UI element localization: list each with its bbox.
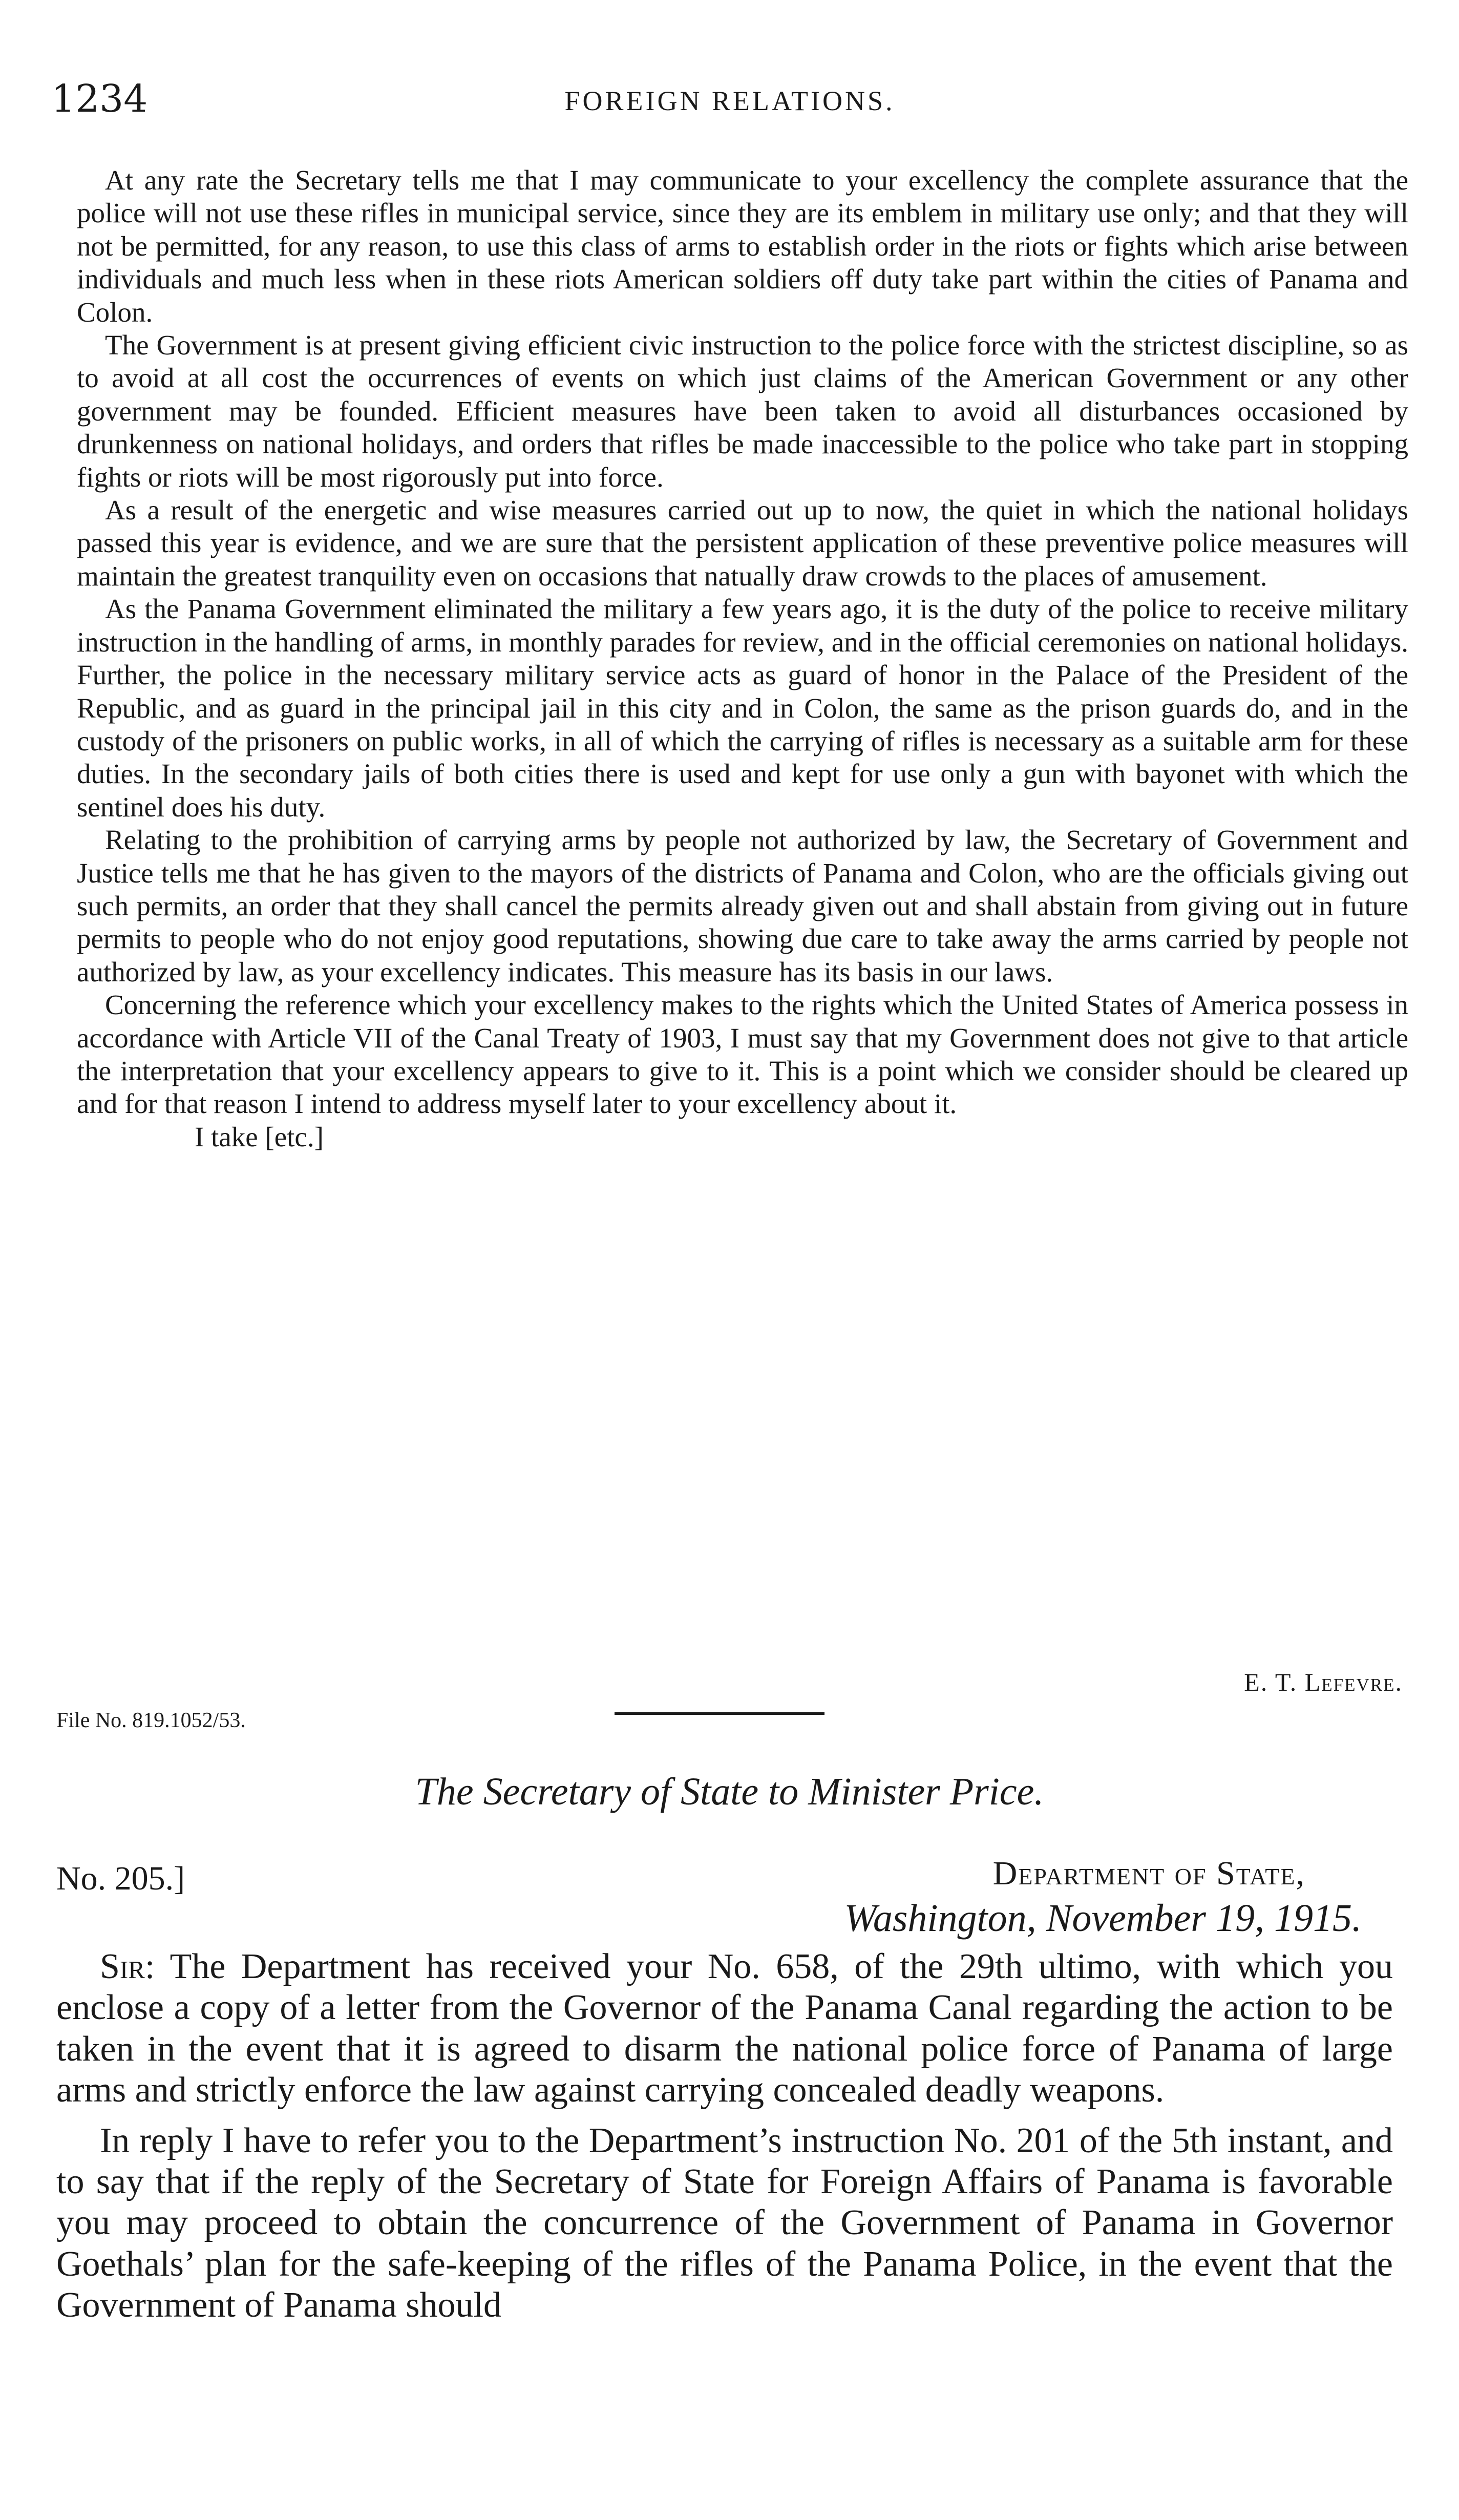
- running-head: FOREIGN RELATIONS.: [564, 86, 895, 116]
- paragraph-in-reply: In reply I have to refer you to the Department’s instruction No. 201 of the 5th instant, and to say that if the reply of the Secretary of State for Foreign Affairs of Panama is favorable you may proceed to obtain the concurrence of the Government of Panama in Governor Goethals’ plan for the safe-keeping of the rifles of the Panama Police, in the event that the Government of Panama should: [56, 2120, 1393, 2325]
- page-number: 1234: [51, 77, 148, 121]
- section-divider: [615, 1712, 824, 1715]
- place-and-date: Washington, November 19, 1915.: [844, 1897, 1362, 1940]
- paragraph-rifles-assurance: At any rate the Secretary tells me that I may communicate to your excellency the complete assurance that the police will not use these rifles in municipal service, since they are its emblem in military use only; and that they will not be permitted, for any reason, to use this class of arms to establish order in the riots or fights which arise between individuals and much less when in these riots American soldiers off duty take part within the cities of Panama and Colon.: [77, 164, 1408, 328]
- department-name: Department of State,: [992, 1855, 1305, 1892]
- document-heading: The Secretary of State to Minister Price.: [415, 1770, 1044, 1813]
- page-header: [51, 77, 1408, 133]
- instruction-body: [56, 1946, 1393, 2326]
- salutation: Sir:: [100, 1947, 155, 1986]
- paragraph-canal-treaty: Concerning the reference which your excellency makes to the rights which the United States of America possess in accordance with Article VII of the Canal Treaty of 1903, I must say that my Government does not give to that article the interpretation that your excellency appears to give to it. This is a point which we consider should be cleared up and for that reason I intend to address myself later to your excellency about it.: [77, 989, 1408, 1120]
- letter-continuation: [77, 164, 1408, 1153]
- paragraph-military-instruction: As the Panama Government eliminated the military a few years ago, it is the duty of the police to receive military instruction in the handling of arms, in monthly parades for review, and in the official ceremonies on national holidays. Further, the police in the necessary military service acts as guard of honor in the Palace of the President of the Republic, and as guard in the principal jail in this city and in Colon, the same as the prison guards do, and in the custody of the prisoners on public works, in all of which the carrying of rifles is necessary as a suitable arm for these duties. In the secondary jails of both cities there is used and kept for use only a gun with bayonet with which the sentinel does his duty.: [77, 593, 1408, 823]
- file-number: File No. 819.1052/53.: [56, 1709, 246, 1732]
- closing-line: I take [etc.]: [195, 1121, 324, 1152]
- dateline: [844, 1854, 1362, 1941]
- paragraph-civic-instruction: The Government is at present giving efficient civic instruction to the police force with the strictest discipline, so as to avoid at all cost the occurrences of events on which just claims of the American Government or any other government may be founded. Efficient measures have been taken to avoid all disturbances occasioned by drunkenness on national holidays, and orders that rifles be made inaccessible to the police who take part in stopping fights or riots will be most rigorously put into force.: [77, 329, 1408, 493]
- paragraph-energetic-measures: As a result of the energetic and wise measures carried out up to now, the quiet in which the national holidays passed this year is evidence, and we are sure that the persistent application of these preventive police measures will maintain the greatest tranquility even on occasions that natually draw crowds to the places of amusement.: [77, 494, 1408, 592]
- paragraph-department-received-text: The Department has received your No. 658, of the 29th ultimo, with which you enclose a copy of a letter from the Governor of the Panama Canal regarding the action to be taken in the event that it is agreed to disarm the national police force of Panama of large arms and strictly enforce the law against carrying concealed deadly weapons.: [56, 1947, 1393, 2110]
- paragraph-department-received: [56, 1946, 1393, 2111]
- signature: E. T. Lefevre.: [1244, 1668, 1403, 1696]
- paragraph-carrying-arms: Relating to the prohibition of carrying arms by people not authorized by law, the Secretary of Government and Justice tells me that he has given to the mayors of the districts of Panama and Colon, who are the officials giving out such permits, an order that they shall cancel the permits already given out and shall abstain from giving out in future permits to people who do not enjoy good reputations, showing due care to take away the arms carried by people not authorized by law, as your excellency indicates. This measure has its basis in our laws.: [77, 824, 1408, 988]
- instruction-number: No. 205.]: [56, 1860, 185, 1897]
